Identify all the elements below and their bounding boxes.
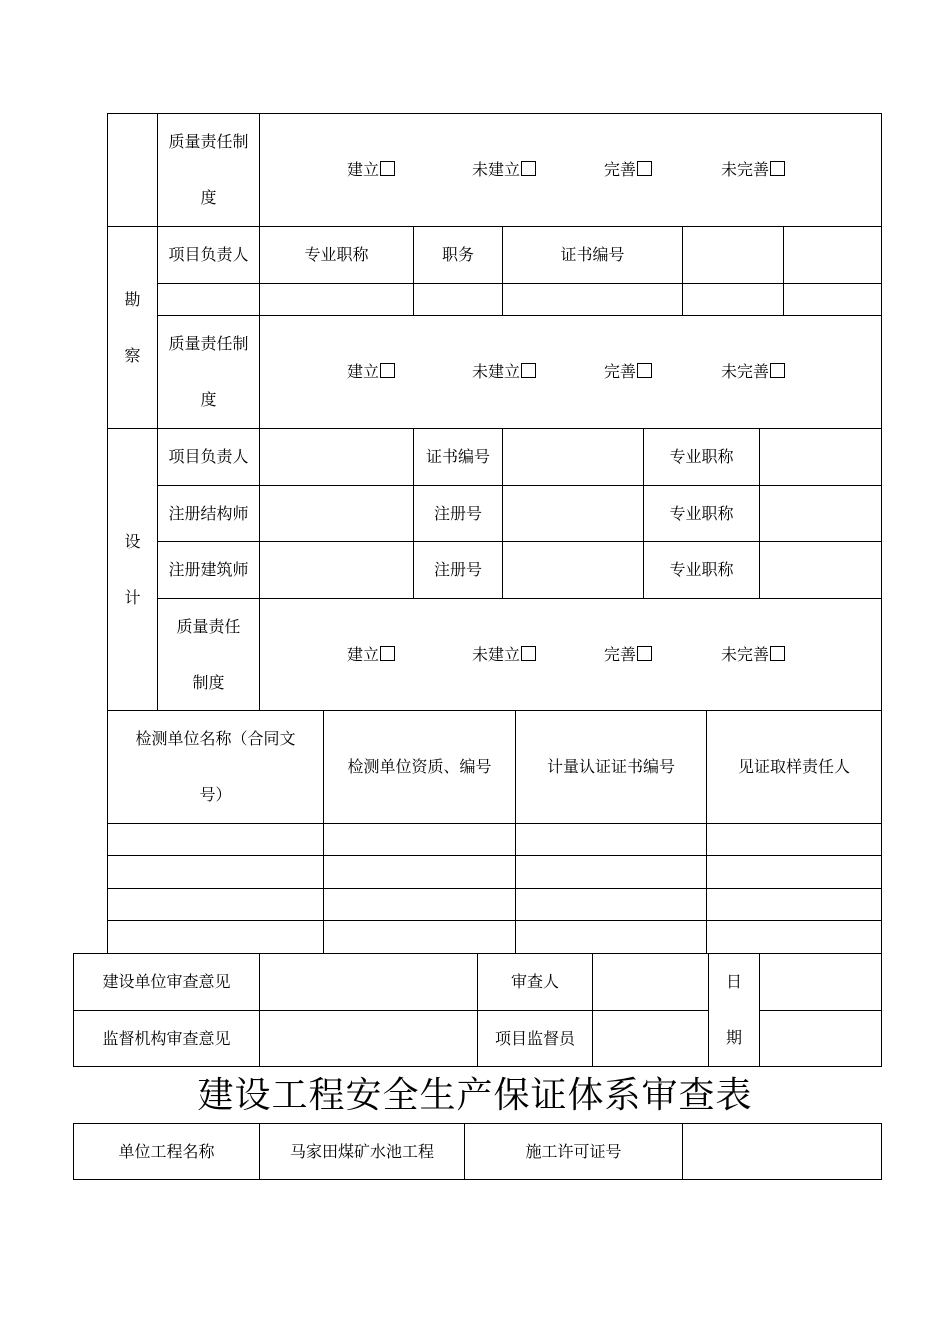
checkbox[interactable] — [380, 363, 395, 378]
rule — [107, 920, 882, 921]
review-label: 监督机构审查意见 — [102, 1028, 231, 1048]
option-not-established[interactable]: 未建立 — [472, 645, 536, 665]
rule — [592, 953, 593, 1067]
rule — [157, 315, 882, 316]
checkbox[interactable] — [770, 646, 785, 661]
rule — [682, 226, 683, 316]
rule — [107, 855, 882, 856]
rule — [107, 823, 882, 824]
design-row-mid: 注册号 — [433, 560, 482, 579]
rule — [881, 953, 882, 1067]
checkbox[interactable] — [521, 363, 536, 378]
permit-number-label: 施工许可证号 — [525, 1141, 622, 1161]
project-name-label: 单位工程名称 — [118, 1141, 215, 1161]
testing-header-name: 检测单位名称（合同文 号） — [135, 729, 296, 804]
checkbox[interactable] — [521, 646, 536, 661]
testing-header-qualification: 检测单位资质、编号 — [347, 757, 492, 776]
review-date-label: 日 期 — [725, 972, 742, 1047]
rule — [759, 428, 760, 598]
design-row-label: 注册建筑师 — [168, 560, 249, 579]
checkbox[interactable] — [637, 161, 652, 176]
rule — [881, 1123, 882, 1180]
rule — [259, 113, 260, 710]
option-established[interactable]: 建立 — [347, 362, 395, 382]
survey-header-cell: 证书编号 — [560, 245, 625, 264]
option-complete[interactable]: 完善 — [604, 645, 652, 665]
checkbox[interactable] — [380, 646, 395, 661]
survey-header-cell: 项目负责人 — [168, 245, 249, 264]
rule — [157, 598, 882, 599]
option-not-established[interactable]: 未建立 — [472, 362, 536, 382]
page-title: 建设工程安全生产保证体系审查表 — [197, 1075, 753, 1116]
rule — [157, 283, 882, 284]
option-established[interactable]: 建立 — [347, 645, 395, 665]
design-options-row — [0, 645, 950, 665]
checkbox[interactable] — [637, 363, 652, 378]
option-incomplete[interactable]: 未完善 — [721, 362, 785, 382]
design-quality-label: 质量责任 制度 — [176, 616, 241, 692]
rule — [107, 888, 882, 889]
checkbox[interactable] — [380, 161, 395, 176]
option-incomplete[interactable]: 未完善 — [721, 645, 785, 665]
review-reviewer-label: 审查人 — [510, 972, 559, 991]
rule — [881, 113, 882, 954]
rule — [759, 1010, 882, 1011]
rule — [259, 953, 260, 1067]
rule — [502, 428, 503, 598]
design-row-mid: 证书编号 — [425, 447, 490, 466]
option-complete[interactable]: 完善 — [604, 362, 652, 382]
design-side-label: 设 计 — [124, 531, 141, 607]
design-row-right: 专业职称 — [669, 560, 734, 579]
checkbox[interactable] — [770, 161, 785, 176]
checkbox[interactable] — [637, 646, 652, 661]
design-row-right: 专业职称 — [669, 447, 734, 466]
survey-quality-label: 质量责任制 度 — [168, 334, 249, 409]
quality-options-row — [0, 160, 950, 180]
permit-number-value[interactable] — [683, 1124, 881, 1179]
rule — [157, 485, 882, 486]
survey-side-label: 勘 察 — [124, 289, 141, 365]
checkbox[interactable] — [770, 363, 785, 378]
review-label: 建设单位审查意见 — [102, 972, 231, 991]
project-name-value[interactable]: 马家田煤矿水池工程 — [289, 1141, 434, 1161]
survey-header-cell: 专业职称 — [304, 245, 369, 264]
review-reviewer-label: 项目监督员 — [494, 1028, 575, 1048]
design-row-label: 注册结构师 — [168, 503, 249, 523]
option-not-established[interactable]: 未建立 — [472, 160, 536, 180]
checkbox[interactable] — [521, 161, 536, 176]
survey-options-row — [0, 362, 950, 382]
quality-system-label: 质量责任制 度 — [168, 132, 249, 207]
testing-header-certificate: 计量认证证书编号 — [546, 757, 675, 776]
rule — [157, 541, 882, 542]
design-row-label: 项目负责人 — [168, 447, 249, 466]
rule — [759, 953, 760, 1067]
option-incomplete[interactable]: 未完善 — [721, 160, 785, 180]
option-established[interactable]: 建立 — [347, 160, 395, 180]
design-row-mid: 注册号 — [433, 503, 482, 523]
option-complete[interactable]: 完善 — [604, 160, 652, 180]
design-row-right: 专业职称 — [669, 503, 734, 523]
rule — [783, 226, 784, 316]
testing-header-witness: 见证取样责任人 — [737, 757, 850, 776]
survey-header-cell: 职务 — [441, 245, 474, 264]
